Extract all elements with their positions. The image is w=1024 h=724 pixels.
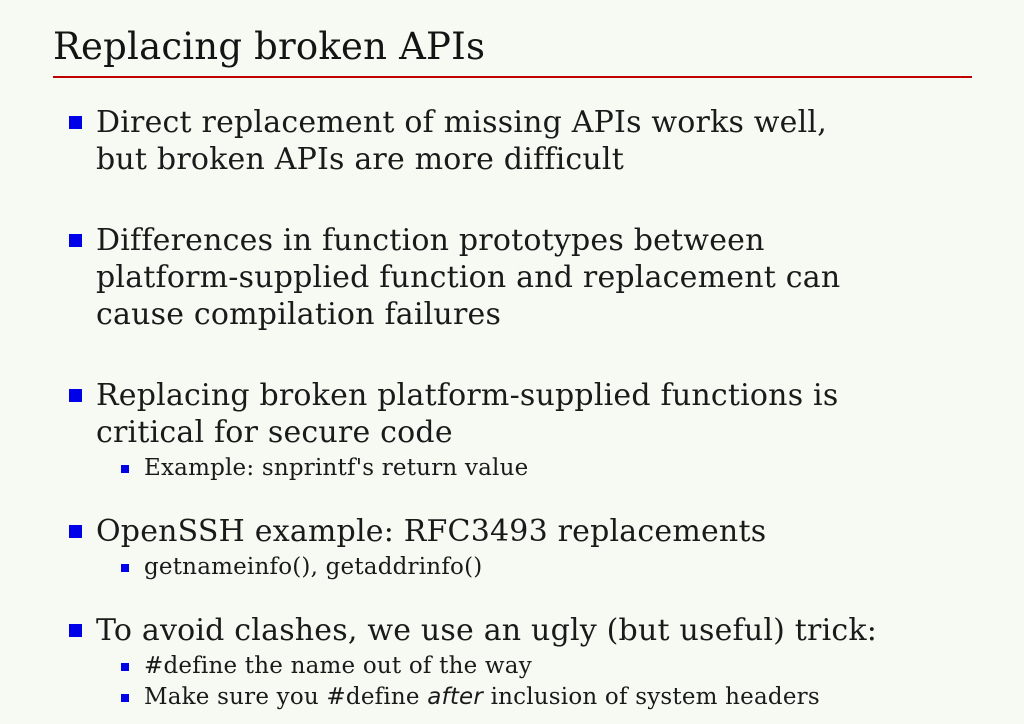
bullet-line: OpenSSH example: RFC3493 replacements: [96, 513, 767, 549]
bullet-item: [69, 513, 972, 581]
bullet-text: [96, 377, 838, 451]
title-underline-rule: [53, 76, 972, 78]
bullet-line: Direct replacement of missing APIs works well,: [96, 104, 827, 140]
bullet-item: [69, 104, 972, 178]
bullet-line: critical for secure code: [96, 414, 453, 450]
bullet-line: Differences in function prototypes between: [96, 222, 765, 258]
sub-bullet-square-icon: [121, 663, 129, 671]
bullet-item: [69, 222, 972, 333]
bullet-item: [69, 377, 972, 482]
bullet-square-icon: [69, 234, 82, 247]
bullet-text: [96, 612, 877, 649]
bullet-text: [96, 104, 827, 178]
sub-bullet-text: getnameinfo(), getaddrinfo(): [144, 553, 483, 580]
bullet-row: [69, 222, 972, 333]
bullet-square-icon: [69, 525, 82, 538]
bullet-square-icon: [69, 624, 82, 637]
bullet-text: [96, 513, 766, 550]
bullet-row: [69, 612, 972, 649]
bullet-line: To avoid clashes, we use an ugly (but useful) trick:: [96, 612, 878, 648]
bullet-list: [53, 104, 972, 711]
bullet-row: [69, 104, 972, 178]
bullet-line: Replacing broken platform-supplied functions is: [96, 377, 839, 413]
sub-bullet-text: #define the name out of the way: [144, 652, 532, 679]
bullet-row: [69, 377, 972, 451]
sub-bullet-text: [144, 684, 820, 711]
sub-bullet-square-icon: [121, 564, 129, 572]
sub-bullet-text-emphasis: after: [427, 683, 484, 710]
sub-bullet-square-icon: [121, 694, 129, 702]
bullet-text: [96, 222, 840, 333]
bullet-square-icon: [69, 389, 82, 402]
sub-bullet-row: [121, 554, 972, 581]
sub-bullet-row: [121, 653, 972, 680]
sub-bullet-row: [121, 684, 972, 711]
bullet-line: cause compilation failures: [96, 296, 502, 332]
sub-bullet-text-pre: Make sure you #define: [144, 683, 428, 710]
bullet-line: platform-supplied function and replacement can: [96, 259, 841, 295]
sub-bullet-text: Example: snprintf's return value: [144, 454, 529, 481]
bullet-item: [69, 612, 972, 711]
sub-bullet-row: [121, 455, 972, 482]
bullet-square-icon: [69, 116, 82, 129]
sub-bullet-square-icon: [121, 465, 129, 473]
bullet-line: but broken APIs are more difficult: [96, 141, 624, 177]
page-title: Replacing broken APIs: [53, 25, 486, 68]
sub-bullet-text-post: inclusion of system headers: [483, 683, 820, 710]
bullet-row: [69, 513, 972, 550]
